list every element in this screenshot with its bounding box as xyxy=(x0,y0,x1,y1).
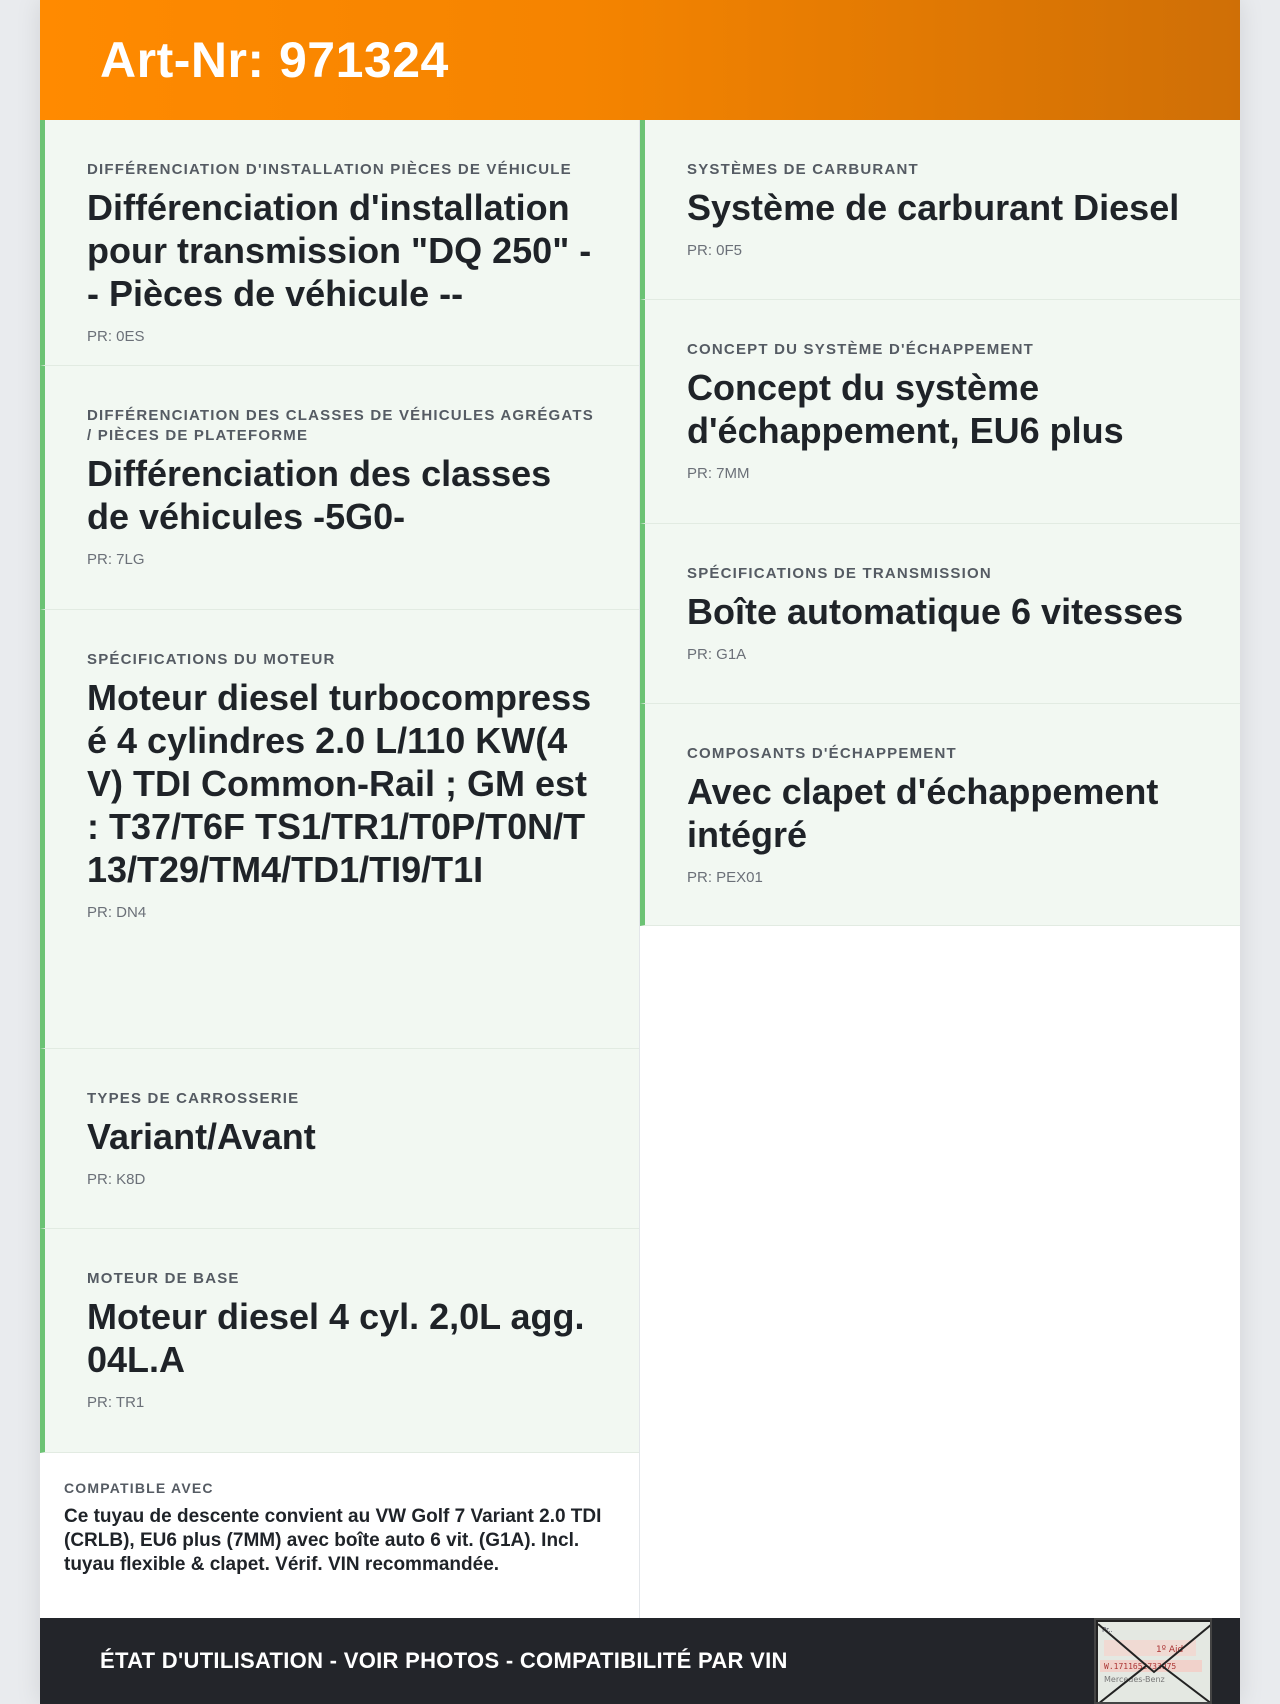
spec-card-vehicle-class xyxy=(40,366,639,610)
spec-value: Différenciation d'installation pour transmission "DQ 250" -- Pièces de véhicule -- xyxy=(87,187,592,314)
spec-card-exhaust-concept xyxy=(640,300,1240,524)
spec-value: Différenciation des classes de véhicules -5G0- xyxy=(87,453,552,537)
spec-columns xyxy=(40,120,1240,1618)
page-title: Art-Nr: 971324 xyxy=(100,32,449,88)
spec-category: MOTEUR DE BASE xyxy=(87,1270,240,1287)
spec-category: SYSTÈMES DE CARBURANT xyxy=(687,161,919,178)
badge-line: Mercedes-Benz xyxy=(1104,1675,1165,1684)
spec-category: SPÉCIFICATIONS DU MOTEUR xyxy=(87,651,336,668)
spec-category: DIFFÉRENCIATION DES CLASSES DE VÉHICULES AGRÉGATS / PIÈCES DE PLATEFORME xyxy=(87,407,594,444)
badge-line: W.1711652733975 xyxy=(1104,1662,1177,1671)
spec-value: Concept du système d'échappement, EU6 plus xyxy=(687,367,1124,451)
spec-value: Variant/Avant xyxy=(87,1116,316,1157)
spec-card-body-type xyxy=(40,1049,639,1229)
spec-card-base-engine xyxy=(40,1229,639,1453)
pr-code: PR: 7LG xyxy=(87,551,145,568)
spec-category: DIFFÉRENCIATION D'INSTALLATION PIÈCES DE VÉHICULE xyxy=(87,161,572,178)
pr-code: PR: TR1 xyxy=(87,1394,145,1411)
right-column xyxy=(640,120,1240,1618)
spec-card-installation xyxy=(40,120,639,366)
pr-code: PR: 0F5 xyxy=(687,242,743,259)
spec-value: Moteur diesel 4 cyl. 2,0L agg. 04L.A xyxy=(87,1296,585,1380)
footer-notice: ÉTAT D'UTILISATION - VOIR PHOTOS - COMPATIBILITÉ PAR VIN xyxy=(100,1648,788,1673)
spec-category: CONCEPT DU SYSTÈME D'ÉCHAPPEMENT xyxy=(687,341,1034,358)
spec-card-exhaust-components xyxy=(640,704,1240,926)
pr-code: PR: PEX01 xyxy=(687,869,763,886)
spec-card-engine xyxy=(40,610,639,1049)
envelope-stamp-icon xyxy=(1094,1618,1212,1704)
badge-line: Pr.. xyxy=(1102,1626,1113,1634)
pr-code: PR: G1A xyxy=(687,646,747,663)
spec-card-fuel-system xyxy=(640,120,1240,300)
spec-category: TYPES DE CARROSSERIE xyxy=(87,1090,300,1107)
spec-card-transmission xyxy=(640,524,1240,704)
pr-code: PR: K8D xyxy=(87,1171,146,1188)
header-bar xyxy=(40,0,1240,120)
spec-category: COMPOSANTS D'ÉCHAPPEMENT xyxy=(687,745,957,762)
pr-code: PR: DN4 xyxy=(87,904,147,921)
spec-value: Boîte automatique 6 vitesses xyxy=(687,591,1184,632)
footer-bar xyxy=(40,1618,1240,1704)
compatibility-label: COMPATIBLE AVEC xyxy=(64,1480,214,1496)
spec-value: Système de carburant Diesel xyxy=(687,187,1180,228)
pr-code: PR: 0ES xyxy=(87,328,145,345)
pr-code: PR: 7MM xyxy=(687,465,750,482)
spec-category: SPÉCIFICATIONS DE TRANSMISSION xyxy=(687,565,992,582)
compatibility-text: Ce tuyau de descente convient au VW Golf 7 Variant 2.0 TDI (CRLB), EU6 plus (7MM) avec boîte auto 6 vit. (G1A). Incl. tuyau flexible & clapet. Vérif. VIN recommandée. xyxy=(64,1506,602,1575)
spec-value: Moteur diesel turbocompressé 4 cylindres 2.0 L/110 KW(4V) TDI Common-Rail ; GM est : T37/T6F TS1/TR1/T0P/T0N/T13/T29/TM4/TD1/TI9/T1I xyxy=(87,677,592,890)
product-sheet xyxy=(40,0,1240,1704)
badge-line: 1º Ajd xyxy=(1156,1645,1184,1655)
compatibility-note xyxy=(40,1453,639,1618)
left-column xyxy=(40,120,640,1618)
spec-value: Avec clapet d'échappement intégré xyxy=(687,771,1159,855)
